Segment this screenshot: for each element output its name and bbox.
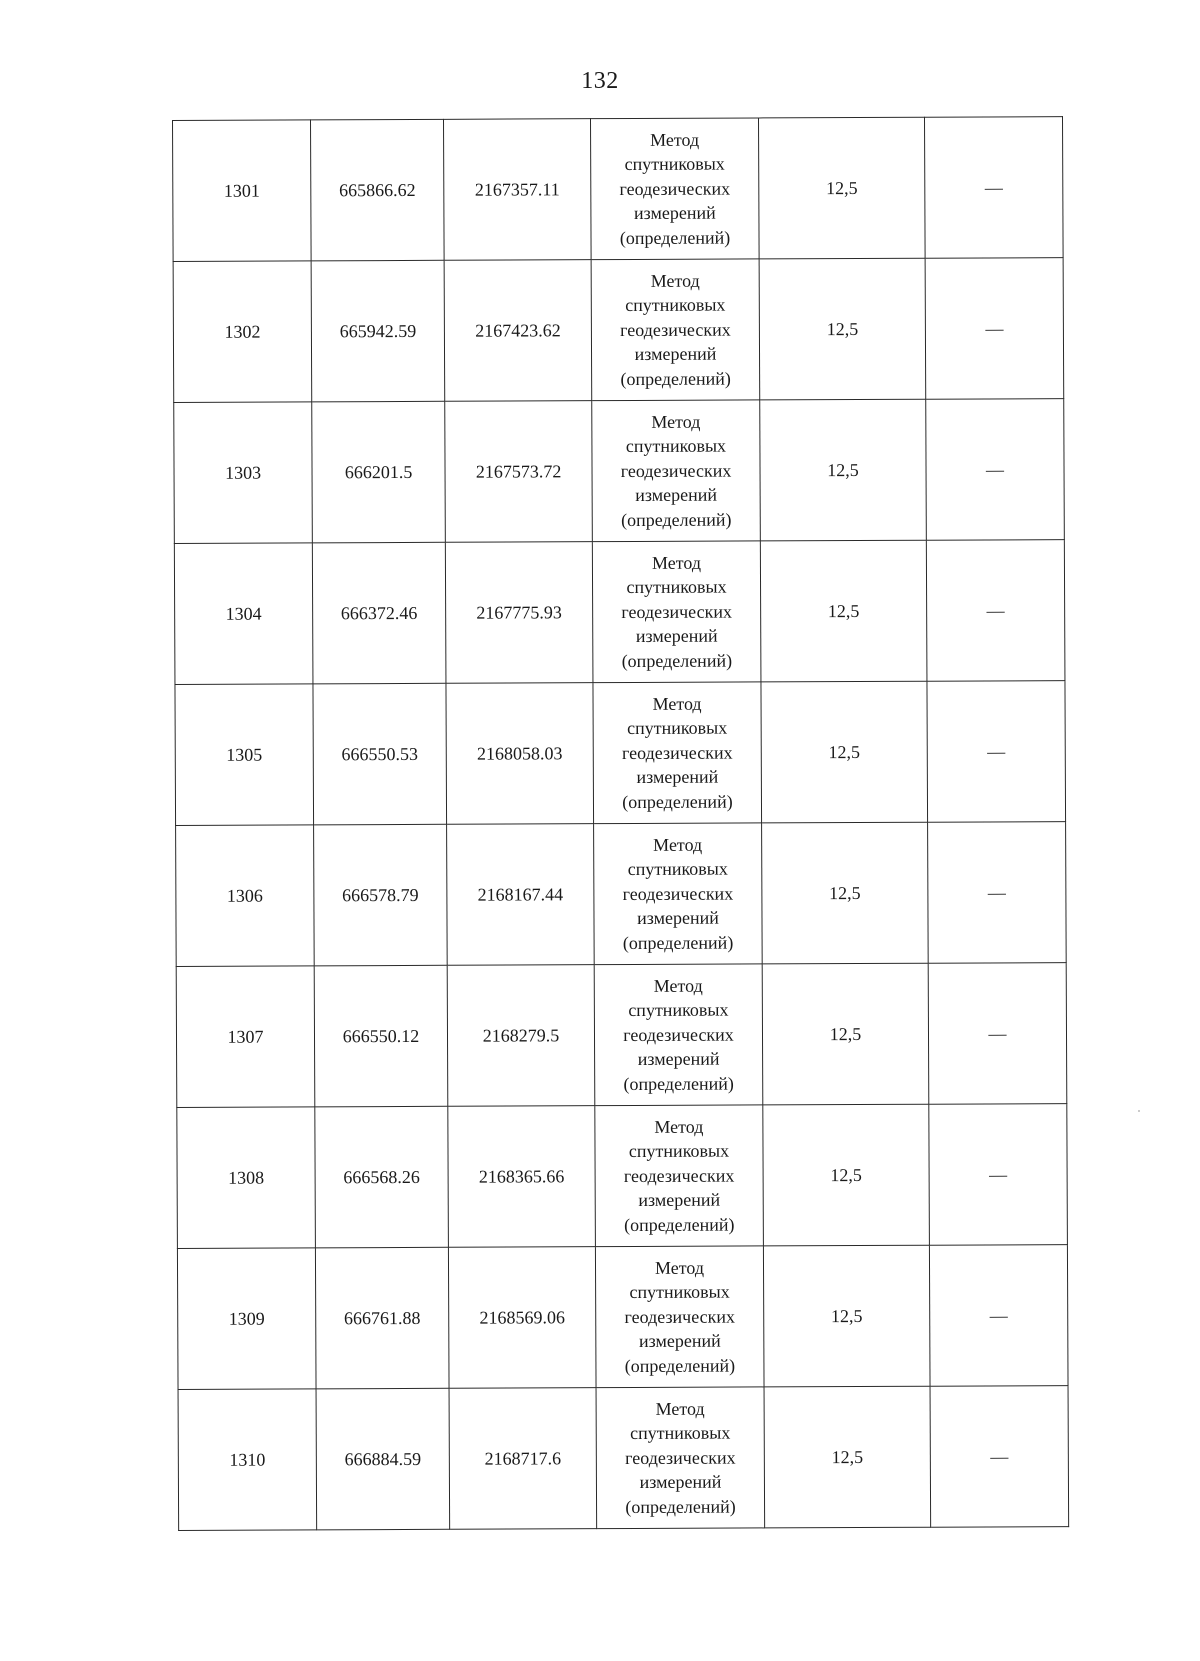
method-line: геодезических: [622, 883, 734, 904]
method-line: Метод: [652, 693, 702, 714]
method-line: (определений): [625, 1496, 736, 1517]
x-coordinate-cell: 666761.88: [315, 1247, 449, 1389]
method-line: измерений: [635, 625, 718, 647]
y-coordinate-cell: 2168365.66: [448, 1106, 596, 1248]
method-line: (определений): [623, 1073, 734, 1094]
note-dash-cell: —: [924, 117, 1063, 259]
method-line: геодезических: [625, 1447, 736, 1468]
method-line: спутниковых: [628, 999, 729, 1021]
method-line: спутниковых: [626, 576, 727, 598]
method-line: (определений): [624, 1355, 736, 1376]
method-line: (определений): [620, 368, 731, 389]
note-dash-cell: —: [925, 258, 1064, 400]
note-dash-cell: —: [926, 540, 1065, 682]
scan-speck: [1138, 1110, 1140, 1112]
method-line: геодезических: [619, 178, 731, 199]
method-line: (определений): [619, 227, 731, 248]
method-line: Метод: [650, 129, 700, 150]
method-line: геодезических: [620, 460, 732, 481]
method-line: Метод: [654, 1257, 705, 1278]
note-dash-cell: —: [928, 822, 1067, 964]
precision-cell: 12,5: [760, 540, 927, 682]
x-coordinate-cell: 666201.5: [312, 401, 446, 543]
method-cell: [590, 118, 759, 260]
x-coordinate-cell: 666568.26: [315, 1106, 449, 1248]
method-line: Метод: [654, 1116, 704, 1137]
point-number-cell: 1306: [176, 825, 315, 967]
method-line: (определений): [624, 1214, 735, 1235]
method-line: спутниковых: [627, 858, 728, 880]
table-row: [174, 540, 1065, 685]
table-row: [175, 681, 1066, 826]
method-line: измерений: [637, 907, 719, 929]
y-coordinate-cell: 2168058.03: [446, 683, 594, 825]
coordinates-table: [172, 116, 1069, 1531]
method-line: измерений: [635, 484, 718, 506]
y-coordinate-cell: 2168569.06: [448, 1247, 596, 1389]
precision-cell: 12,5: [760, 399, 927, 541]
precision-cell: 12,5: [764, 1386, 931, 1528]
x-coordinate-cell: 666550.53: [313, 683, 447, 825]
y-coordinate-cell: 2168167.44: [447, 824, 595, 966]
point-number-cell: 1305: [175, 684, 314, 826]
method-line: геодезических: [621, 601, 732, 622]
method-line: геодезических: [623, 1024, 734, 1045]
method-line: геодезических: [624, 1306, 736, 1327]
method-line: (определений): [622, 791, 733, 812]
point-number-cell: 1303: [174, 402, 313, 544]
point-number-cell: 1304: [174, 543, 313, 685]
point-number-cell: 1309: [177, 1248, 316, 1390]
method-line: измерений: [637, 1048, 720, 1070]
method-cell: [593, 682, 762, 824]
x-coordinate-cell: 666578.79: [314, 824, 448, 966]
point-number-cell: 1310: [178, 1389, 317, 1531]
table-row: [176, 822, 1067, 967]
x-coordinate-cell: 665866.62: [311, 119, 445, 261]
method-line: измерений: [633, 202, 716, 224]
y-coordinate-cell: 2167775.93: [445, 542, 593, 684]
precision-cell: 12,5: [762, 963, 929, 1105]
method-line: спутниковых: [630, 1422, 731, 1444]
note-dash-cell: —: [927, 681, 1066, 823]
page-number: 132: [581, 68, 619, 94]
method-line: (определений): [621, 650, 733, 671]
point-number-cell: 1302: [173, 261, 312, 403]
precision-cell: 12,5: [762, 822, 929, 964]
method-cell: [592, 400, 761, 542]
method-cell: [595, 1105, 764, 1247]
method-line: (определений): [621, 509, 732, 530]
method-cell: [596, 1387, 765, 1529]
method-line: Метод: [650, 270, 700, 291]
x-coordinate-cell: 666372.46: [312, 542, 446, 684]
point-number-cell: 1308: [177, 1107, 316, 1249]
method-cell: [594, 823, 763, 965]
method-cell: [591, 259, 760, 401]
method-line: Метод: [653, 834, 703, 855]
precision-cell: 12,5: [761, 681, 928, 823]
method-line: Метод: [651, 411, 701, 432]
note-dash-cell: —: [928, 963, 1067, 1105]
method-line: спутниковых: [629, 1281, 730, 1303]
method-line: спутниковых: [625, 435, 727, 457]
x-coordinate-cell: 666550.12: [314, 965, 448, 1107]
table-row: [178, 1386, 1069, 1531]
method-line: Метод: [655, 1398, 705, 1419]
method-line: измерений: [634, 343, 717, 365]
x-coordinate-cell: 666884.59: [316, 1388, 450, 1530]
y-coordinate-cell: 2168279.5: [447, 965, 595, 1107]
method-line: спутниковых: [628, 1140, 730, 1162]
point-number-cell: 1307: [176, 966, 315, 1108]
method-line: измерений: [638, 1189, 721, 1211]
method-line: спутниковых: [627, 717, 728, 739]
table-row: [176, 963, 1067, 1108]
method-line: измерений: [639, 1471, 722, 1493]
method-line: геодезических: [621, 742, 733, 763]
point-number-cell: 1301: [173, 120, 312, 262]
precision-cell: 12,5: [759, 258, 926, 400]
method-line: Метод: [653, 975, 703, 996]
y-coordinate-cell: 2167423.62: [444, 260, 592, 402]
method-line: геодезических: [623, 1165, 735, 1186]
precision-cell: 12,5: [758, 117, 925, 259]
table-row: [177, 1245, 1068, 1390]
y-coordinate-cell: 2167357.11: [443, 119, 591, 261]
method-line: измерений: [636, 766, 719, 788]
method-line: спутниковых: [624, 153, 725, 175]
method-line: спутниковых: [625, 294, 726, 316]
y-coordinate-cell: 2168717.6: [449, 1388, 597, 1530]
note-dash-cell: —: [930, 1386, 1069, 1528]
table-row: [173, 258, 1064, 403]
table-row: [177, 1104, 1068, 1249]
method-line: Метод: [651, 552, 701, 573]
table-row: [173, 117, 1064, 262]
note-dash-cell: —: [929, 1104, 1068, 1246]
precision-cell: 12,5: [763, 1245, 930, 1387]
note-dash-cell: —: [926, 399, 1065, 541]
method-line: измерений: [638, 1330, 721, 1352]
coordinates-table-body: [173, 117, 1069, 1531]
method-cell: [594, 964, 763, 1106]
method-line: (определений): [622, 932, 734, 953]
method-line: геодезических: [620, 319, 731, 340]
precision-cell: 12,5: [763, 1104, 930, 1246]
y-coordinate-cell: 2167573.72: [445, 401, 593, 543]
method-cell: [592, 541, 761, 683]
method-cell: [595, 1246, 764, 1388]
x-coordinate-cell: 665942.59: [311, 260, 445, 402]
table-row: [174, 399, 1065, 544]
note-dash-cell: —: [929, 1245, 1068, 1387]
